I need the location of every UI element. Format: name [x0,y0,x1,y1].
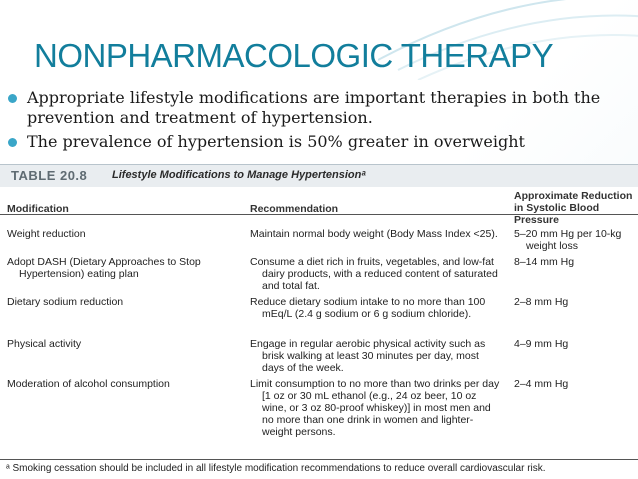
slide-title: NONPHARMACOLOGIC THERAPY [34,37,554,74]
cell-modification: Moderation of alcohol consumption [7,378,170,390]
cell-reduction: 8–14 mm Hg [514,256,575,268]
header-reduction: Approximate Reduction in Systolic Blood Pressure [514,190,633,226]
bullet-list [8,88,608,156]
bullet-dot-icon [8,138,17,147]
cell-reduction: 5–20 mm Hg per 10-kg weight loss [514,228,622,252]
cell-reduction: 2–4 mm Hg [514,378,569,390]
bullet-text: The prevalence of hypertension is 50% greater in overweight [27,132,525,151]
bullet-dot-icon [8,94,17,103]
cell-modification: Adopt DASH (Dietary Approaches to Stop Hypertension) eating plan [7,256,201,280]
table-label: TABLE 20.8 [11,168,88,183]
cell-recommendation: Maintain normal body weight (Body Mass Index <25). [250,228,498,240]
table-footnote: ᵃ Smoking cessation should be included in all lifestyle modification recommendations to reduce overall cardiovascular risk. [6,463,546,474]
cell-modification: Physical activity [7,338,82,350]
cell-modification: Dietary sodium reduction [7,296,124,308]
footnote-divider [0,459,638,460]
cell-reduction: 4–9 mm Hg [514,338,569,350]
table-header-row [0,188,638,226]
bullet-item [8,88,608,128]
cell-reduction: 2–8 mm Hg [514,296,569,308]
cell-recommendation: Limit consumption to no more than two drinks per day [1 oz or 30 mL ethanol (e.g., 24 oz beer, 10 oz wine, or 3 oz 80-proof whiskey)] in most men and no more than one drink in women and lighter-weight persons. [250,378,500,438]
cell-modification: Weight reduction [7,228,86,240]
lifestyle-table [0,164,638,479]
table-title: Lifestyle Modifications to Manage Hypertensionᵃ [112,169,366,181]
bullet-text: Appropriate lifestyle modifications are important therapies in both the prevention and treatment of hypertension. [27,88,601,127]
header-recommendation: Recommendation [250,203,339,215]
cell-recommendation: Consume a diet rich in fruits, vegetables, and low-fat dairy products, with a reduced content of saturated and total fat. [250,256,498,292]
header-modification: Modification [7,203,69,215]
bullet-item [8,132,608,152]
cell-recommendation: Reduce dietary sodium intake to no more than 100 mEq/L (2.4 g sodium or 6 g sodium chloride). [250,296,486,320]
table-caption-bar [0,164,638,187]
cell-recommendation: Engage in regular aerobic physical activity such as brisk walking at least 30 minutes per day, most days of the week. [250,338,486,374]
